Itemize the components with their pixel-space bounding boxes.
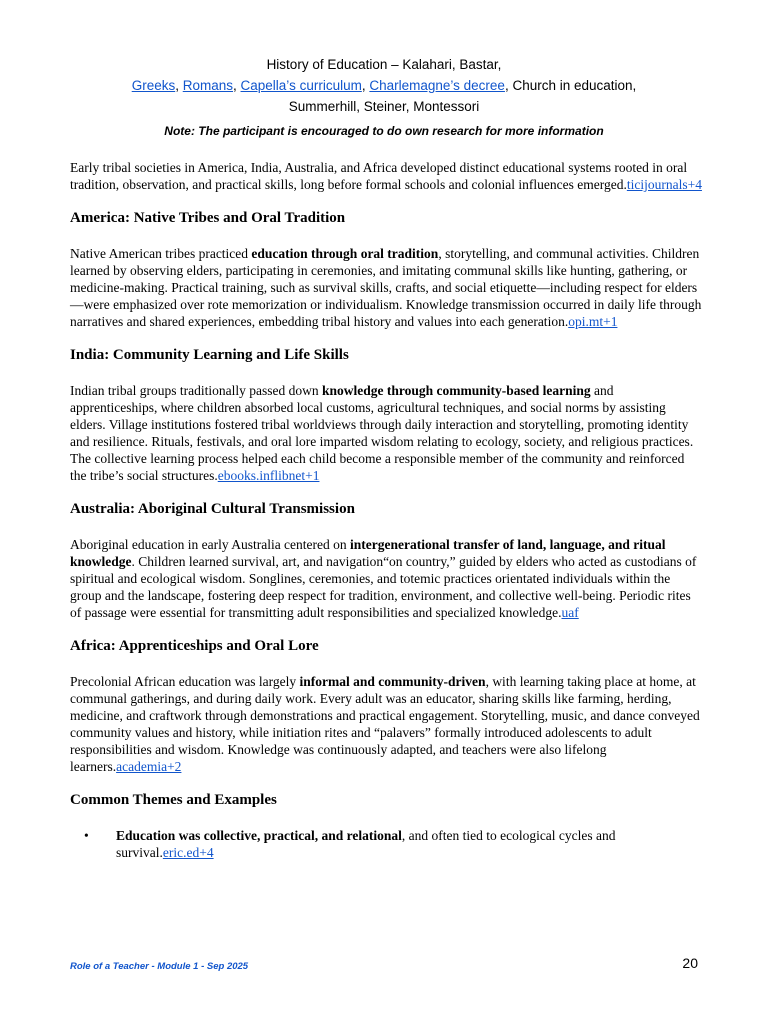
section-paragraph-australia	[70, 536, 702, 621]
section-heading-australia: Australia: Aboriginal Cultural Transmission	[70, 501, 355, 517]
paragraph-text: Native American tribes practiced	[70, 246, 252, 261]
paragraph-text: Precolonial African education was largely	[70, 674, 300, 689]
citation-link[interactable]: eric.ed+4	[162, 845, 214, 860]
citation-link[interactable]: ebooks.inflibnet+1	[217, 468, 320, 483]
list-item	[70, 827, 702, 861]
page-number: 20	[682, 955, 698, 971]
bullet-text: , and often tied to ecological cycles and survival.	[116, 828, 616, 860]
paragraph-bold: education through oral tradition	[251, 246, 439, 261]
header-line-3: Summerhill, Steiner, Montessori	[288, 99, 480, 114]
paragraph-text: , storytelling, and communal activities. Children learned by observing elders, participating in ceremonies, and imitating communal skills like hunting, gathering, or medicine-making. Practical training, such as survival skills, crafts, and social etiquette—including respect for elders—were emphasized over rote memorization or individualism. Knowledge transmission occurred in daily life through narratives and shared experiences, embedding tribal history and values into each generation.	[70, 246, 702, 329]
paragraph-bold: informal and community-driven	[299, 674, 486, 689]
header-line-2: Greeks, Romans, Capella’s curriculum, Charlemagne’s decree, Church in education,	[131, 78, 637, 93]
citation-link[interactable]: uaf	[561, 605, 579, 620]
section-paragraph-india	[70, 382, 702, 484]
link-capella-curriculum[interactable]: Capella’s curriculum	[240, 78, 362, 93]
citation-link[interactable]: opi.mt+1	[568, 314, 618, 329]
bullet-bold: Education was collective, practical, and relational	[116, 828, 402, 843]
paragraph-text: and apprenticeships, where children absorbed local customs, agricultural techniques, and social norms by assisting elders. Village institutions fostered tribal worldviews through daily interaction and storytelling, promoting identity and resilience. Rituals, festivals, and oral lore imparted wisdom relating to ecology, society, and religious practices. The collective learning process helped each child become a responsible member of the community and reinforced the tribe’s social structures.	[70, 383, 694, 483]
link-charlemagne-decree[interactable]: Charlemagne’s decree	[369, 78, 505, 93]
header-line-1: History of Education – Kalahari, Bastar,	[266, 57, 502, 72]
section-paragraph-america	[70, 245, 702, 330]
paragraph-bold: knowledge through community-based learning	[321, 383, 591, 398]
section-heading-africa: Africa: Apprenticeships and Oral Lore	[70, 638, 319, 654]
research-note: Note: The participant is encouraged to do own research for more information	[164, 124, 604, 138]
themes-bullet-list	[70, 827, 702, 861]
page-header	[0, 54, 768, 142]
paragraph-text: Aboriginal education in early Australia centered on	[70, 537, 351, 552]
citation-link[interactable]: academia+2	[116, 759, 182, 774]
paragraph-text: Indian tribal groups traditionally passed down	[70, 383, 322, 398]
section-heading-india: India: Community Learning and Life Skills	[70, 347, 349, 363]
link-greeks[interactable]: Greeks	[131, 78, 176, 93]
paragraph-bold: intergenerational transfer of land, language, and ritual knowledge	[70, 537, 666, 569]
header-line-2-tail: Church in education,	[512, 78, 637, 93]
paragraph-text: , with learning taking place at home, at communal gatherings, and during daily work. Every adult was an educator, sharing skills like farming, herding, medicine, and craftwork through demonstrations and practical engagement. Storytelling, music, and dance conveyed community values and history, while initiation rites and “palavers” formally introduced adolescents to adult responsibilities and wisdom. Knowledge was continuously adapted, and teachers were also lifelong learners.	[70, 674, 700, 774]
intro-paragraph	[70, 159, 702, 193]
intro-text: Early tribal societies in America, India, Australia, and Africa developed distinct educational systems rooted in oral tradition, observation, and practical skills, long before formal schools and colonial influences emerged.	[70, 160, 688, 192]
document-body	[70, 159, 702, 861]
section-heading-america: America: Native Tribes and Oral Tradition	[70, 210, 346, 226]
section-heading-common-themes: Common Themes and Examples	[70, 792, 277, 808]
citation-link[interactable]: ticijournals+4	[626, 177, 702, 192]
link-romans[interactable]: Romans	[182, 78, 234, 93]
paragraph-text: . Children learned survival, art, and navigation“on country,” guided by elders who acted as custodians of spiritual and ecological wisdom. Songlines, ceremonies, and totemic practices orientated individuals within the group and the landscape, fostering deep respect for tradition, environment, and collective well-being. Periodic rites of passage were essential for transmitting adult responsibilities and specialized knowledge.	[70, 554, 697, 620]
section-paragraph-africa	[70, 673, 702, 775]
footer-module-label: Role of a Teacher - Module 1 - Sep 2025	[70, 961, 249, 972]
